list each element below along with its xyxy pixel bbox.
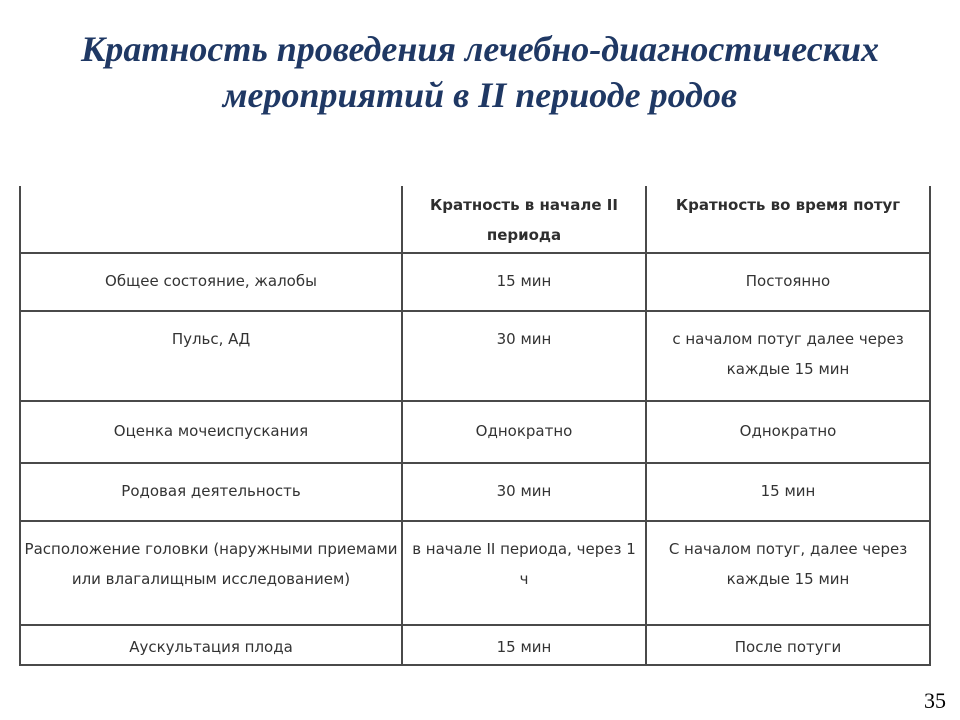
header-cell-empty — [20, 186, 402, 253]
table-row — [20, 401, 930, 463]
pushing-frequency-cell: Однократно — [646, 401, 930, 463]
page-number: 35 — [924, 688, 946, 713]
pushing-frequency-cell: с началом потуг далее через каждые 15 мин — [646, 311, 930, 401]
table-row — [20, 625, 930, 665]
pushing-frequency-cell: С началом потуг, далее через каждые 15 мин — [646, 521, 930, 625]
slide-title-line-2: мероприятий в II периоде родов — [222, 75, 738, 115]
header-cell-pushing-frequency: Кратность во время потуг — [646, 186, 930, 253]
monitoring-table-container — [19, 186, 929, 666]
header-cell-start-frequency: Кратность в начале II периода — [402, 186, 646, 253]
row-label: Общее состояние, жалобы — [20, 253, 402, 311]
table-row — [20, 253, 930, 311]
table-row — [20, 463, 930, 521]
start-frequency-cell: Однократно — [402, 401, 646, 463]
start-frequency-cell: 15 мин — [402, 253, 646, 311]
start-frequency-cell: 15 мин — [402, 625, 646, 665]
slide-title — [0, 26, 960, 118]
row-label: Оценка мочеиспускания — [20, 401, 402, 463]
row-label: Родовая деятельность — [20, 463, 402, 521]
slide-title-line-1: Кратность проведения лечебно-диагностических — [80, 29, 880, 69]
table-row — [20, 521, 930, 625]
start-frequency-cell: 30 мин — [402, 311, 646, 401]
pushing-frequency-cell: 15 мин — [646, 463, 930, 521]
table-row — [20, 311, 930, 401]
row-label: Расположение головки (наружными приемами или влагалищным исследованием) — [20, 521, 402, 625]
start-frequency-cell: в начале II периода, через 1 ч — [402, 521, 646, 625]
pushing-frequency-cell: После потуги — [646, 625, 930, 665]
row-label: Пульс, АД — [20, 311, 402, 401]
pushing-frequency-cell: Постоянно — [646, 253, 930, 311]
monitoring-table — [19, 186, 931, 666]
row-label: Аускультация плода — [20, 625, 402, 665]
start-frequency-cell: 30 мин — [402, 463, 646, 521]
table-header-row — [20, 186, 930, 253]
